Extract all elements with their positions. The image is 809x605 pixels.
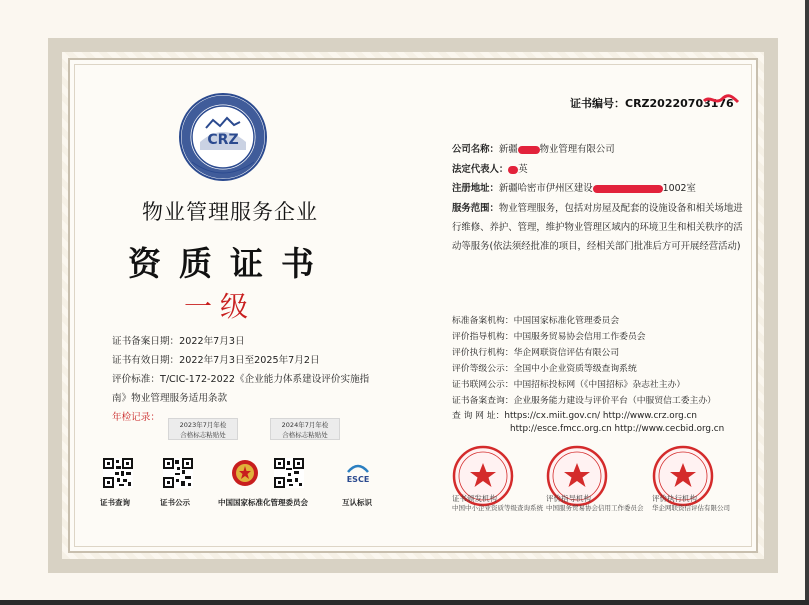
address-row [452, 180, 696, 194]
page-shadow [0, 600, 809, 605]
stamp-year: 2023年7月年检 [179, 421, 227, 429]
seal-sub: 中国中小企业资质等级查询系统 [452, 504, 543, 512]
filing-date: 证书备案日期：2022年7月3日 [112, 336, 245, 347]
redaction-mark [518, 146, 540, 154]
certificate-number-label: 证书编号： [570, 97, 625, 110]
certificate-number-value: CRZ20220703176 [625, 97, 734, 110]
certificate-title: 资质证书 [128, 244, 332, 283]
crz-logo-text: CRZ [207, 132, 239, 148]
agency-line: 证书备案查询：企业服务能力建设与评价平台（中服贸信工委主办） [452, 396, 716, 406]
icon-label: 证书公示 [160, 498, 190, 507]
stamp-note: 合格标志粘贴处 [180, 431, 226, 439]
stamp-year: 2024年7月年检 [281, 421, 329, 429]
seal-label: 证书颁发机构 [452, 494, 497, 503]
query-urls-2[interactable]: http://esce.fmcc.org.cn http://www.cecbid.org.cn [510, 424, 725, 434]
evaluation-standard-cont: 南》物业管理服务适用条款 [112, 393, 228, 404]
seal-label: 评价指导机构 [546, 494, 591, 503]
company-name-row [452, 141, 615, 155]
company-name-part: 新疆 [498, 144, 518, 155]
annual-inspection-label: 年检记录： [112, 412, 160, 423]
service-scope-label: 服务范围： [452, 203, 499, 214]
query-urls[interactable]: https://cx.miit.gov.cn/ http://www.crz.org.cn [504, 411, 697, 421]
agency-line: 评价等级公示：全国中小企业资质等级查询系统 [452, 364, 637, 374]
agency-line: 标准备案机构：中国国家标准化管理委员会 [452, 316, 620, 326]
redaction-mark [508, 166, 518, 174]
service-scope-text: 物业管理服务，包括对房屋及配套的设施设备和相关场地进行维修、养护、管理，维护物业管理区域内的环境卫生和相关秩序的活动等服务(依法须经批准的项目，经相关部门批准后方可开展经营活动) [452, 203, 743, 253]
certificate-subtitle: 物业管理服务企业 [142, 200, 318, 224]
valid-date: 证书有效日期：2022年7月3日至2025年7月2日 [112, 355, 320, 366]
certificate-level: 一级 [183, 290, 256, 323]
address-part: 1002室 [662, 183, 696, 194]
address-part: 新疆哈密市伊州区建设 [498, 183, 593, 194]
annual-stamp-box [270, 418, 340, 440]
query-row: 查 询 网 址：https://cx.miit.gov.cn/ http://www.crz.org.cn [452, 411, 697, 421]
redaction-mark [593, 185, 663, 193]
legal-rep-value: 英 [518, 164, 528, 175]
service-scope [452, 199, 750, 257]
qr-code-icon[interactable] [163, 458, 193, 488]
address-label: 注册地址： [452, 183, 499, 194]
national-emblem-icon [230, 458, 260, 488]
legal-rep-label: 法定代表人： [452, 164, 509, 175]
seal-sub: 中国服务贸易协会信用工作委员会 [546, 504, 644, 512]
redaction-scribble-icon [702, 93, 740, 107]
stamp-note: 合格标志粘贴处 [282, 431, 328, 439]
icon-label: 互认标识 [342, 498, 372, 507]
qr-code-icon[interactable] [103, 458, 133, 488]
seal-sub: 华企网联资信评估有限公司 [652, 504, 730, 512]
seal-label: 评价执行机构 [652, 494, 697, 503]
query-label: 查 询 网 址 [452, 411, 496, 421]
agency-line: 评价指导机构：中国服务贸易协会信用工作委员会 [452, 332, 646, 342]
agency-line: 评价执行机构：华企网联资信评估有限公司 [452, 348, 620, 358]
certificate-number [570, 95, 734, 111]
icon-label: 中国国家标准化管理委员会 [218, 498, 308, 507]
esce-logo-text: ESCE [346, 475, 370, 484]
agency-line: 证书联网公示：中国招标投标网（《中国招标》杂志社主办） [452, 380, 686, 390]
esce-logo-icon [343, 458, 373, 488]
company-name-label: 公司名称： [452, 144, 499, 155]
annual-stamp-box [168, 418, 238, 440]
qr-code-icon[interactable] [274, 458, 304, 488]
legal-rep-row [452, 161, 528, 175]
icon-label: 证书查询 [100, 498, 130, 507]
crz-seal-icon [178, 92, 268, 182]
company-name-part: 物业管理有限公司 [539, 144, 615, 155]
evaluation-standard: 评价标准：T/CIC-172-2022《企业能力体系建设评价实施指 [112, 374, 370, 385]
